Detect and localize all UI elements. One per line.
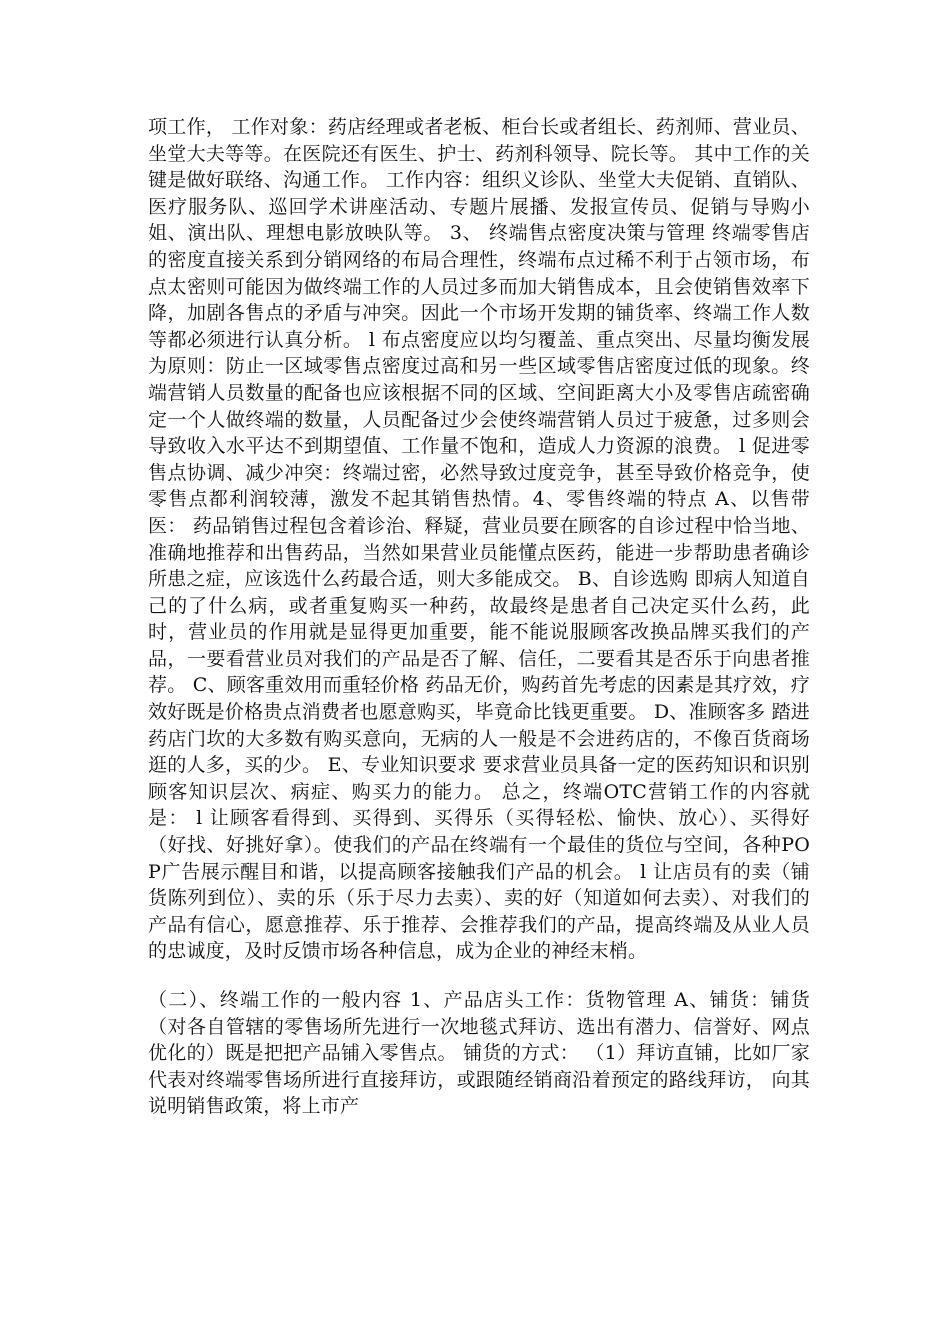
paragraph-general-content: （二）、终端工作的一般内容 1、产品店头工作：货物管理 A、铺货：铺货（对各自管辖的零售场所先进行一次地毯式拜访、选出有潜力、信誉好、网点优化的）既是把把产品铺入零售点。 铺货的方式： （1）拜访直铺，比如厂家代表对终端零售场所进行直接拜访，或跟随经销商沿着预定的路线拜访， 向其说明销售政策，将上市产 xyxy=(148,989,810,1118)
paragraph-terminal-work: 项工作， 工作对象：药店经理或者老板、柜台长或者组长、药剂师、营业员、坐堂大夫等等。在医院还有医生、护士、药剂科领导、院长等。 其中工作的关键是做好联络、沟通工作。 工作内容：组织义诊队、坐堂大夫促销、直销队、医疗服务队、巡回学术讲座活动、专题片展播、发报宣传员、促销与导购小姐、演出队、理想电影放映队等。 3、 终端售点密度决策与管理 终端零售店的密度直接关系到分销网络的布局合理性，终端布点过稀不利于占领市场，布点太密则可能因为做终端工作的人员过多而加大销售成本，且会使销售效率下降，加剧各售点的矛盾与冲突。因此一个市场开发期的铺货率、终端工作人数等都必须进行认真分析。 l 布点密度应以均匀覆盖、重点突出、尽量均衡发展为原则：防止一区域零售点密度过高和另一些区域零售店密度过低的现象。终端营销人员数量的配备也应该根据不同的区域、空间距离大小及零售店疏密确定一个人做终端的数量，人员配备过少会使终端营销人员过于疲惫，过多则会导致收入水平达不到期望值、工作量不饱和，造成人力资源的浪费。 l 促进零售点协调、减少冲突：终端过密，必然导致过度竞争，甚至导致价格竞争，使零售点都利润较薄，激发不起其销售热情。4、零售终端的特点 A、以售带医： 药品销售过程包含着诊治、释疑，营业员要在顾客的自诊过程中恰当地、准确地推荐和出售药品，当然如果营业员能懂点医药，能进一步帮助患者确诊所患之症，应该选什么药最合适，则大多能成交。 B、自诊选购 即病人知道自己的了什么病，或者重复购买一种药，故最终是患者自己决定买什么药，此时，营业员的作用就是显得更加重要，能不能说服顾客改换品牌买我们的产品，一要看营业员对我们的产品是否了解、信任，二要看其是否乐于向患者推荐。 C、顾客重效用而重轻价格 药品无价，购药首先考虑的因素是其疗效，疗效好既是价格贵点消费者也愿意购买，毕竟命比钱更重要。 D、准顾客多 踏进药店门坎的大多数有购买意向，无病的人一般是不会进药店的，不像百货商场逛的人多，买的少。 E、专业知识要求 要求营业员具备一定的医药知识和识别顾客知识层次、病症、购买力的能力。 总之，终端OTC营销工作的内容就是： l 让顾客看得到、买得到、买得乐（买得轻松、愉快、放心）、买得好（好找、好挑好拿）。使我们的产品在终端有一个最佳的货位与空间，各种POP广告展示醒目和谐，以提高顾客接触我们产品的机会。 l 让店员有的卖（铺货陈列到位）、卖的乐（乐于尽力去卖）、卖的好（知道如何去卖）、对我们的产品有信心，愿意推荐、乐于推荐、会推荐我们的产品，提高终端及从业人员的忠诚度，及时反馈市场各种信息，成为企业的神经末梢。 xyxy=(148,116,810,963)
document-body xyxy=(148,114,810,1120)
